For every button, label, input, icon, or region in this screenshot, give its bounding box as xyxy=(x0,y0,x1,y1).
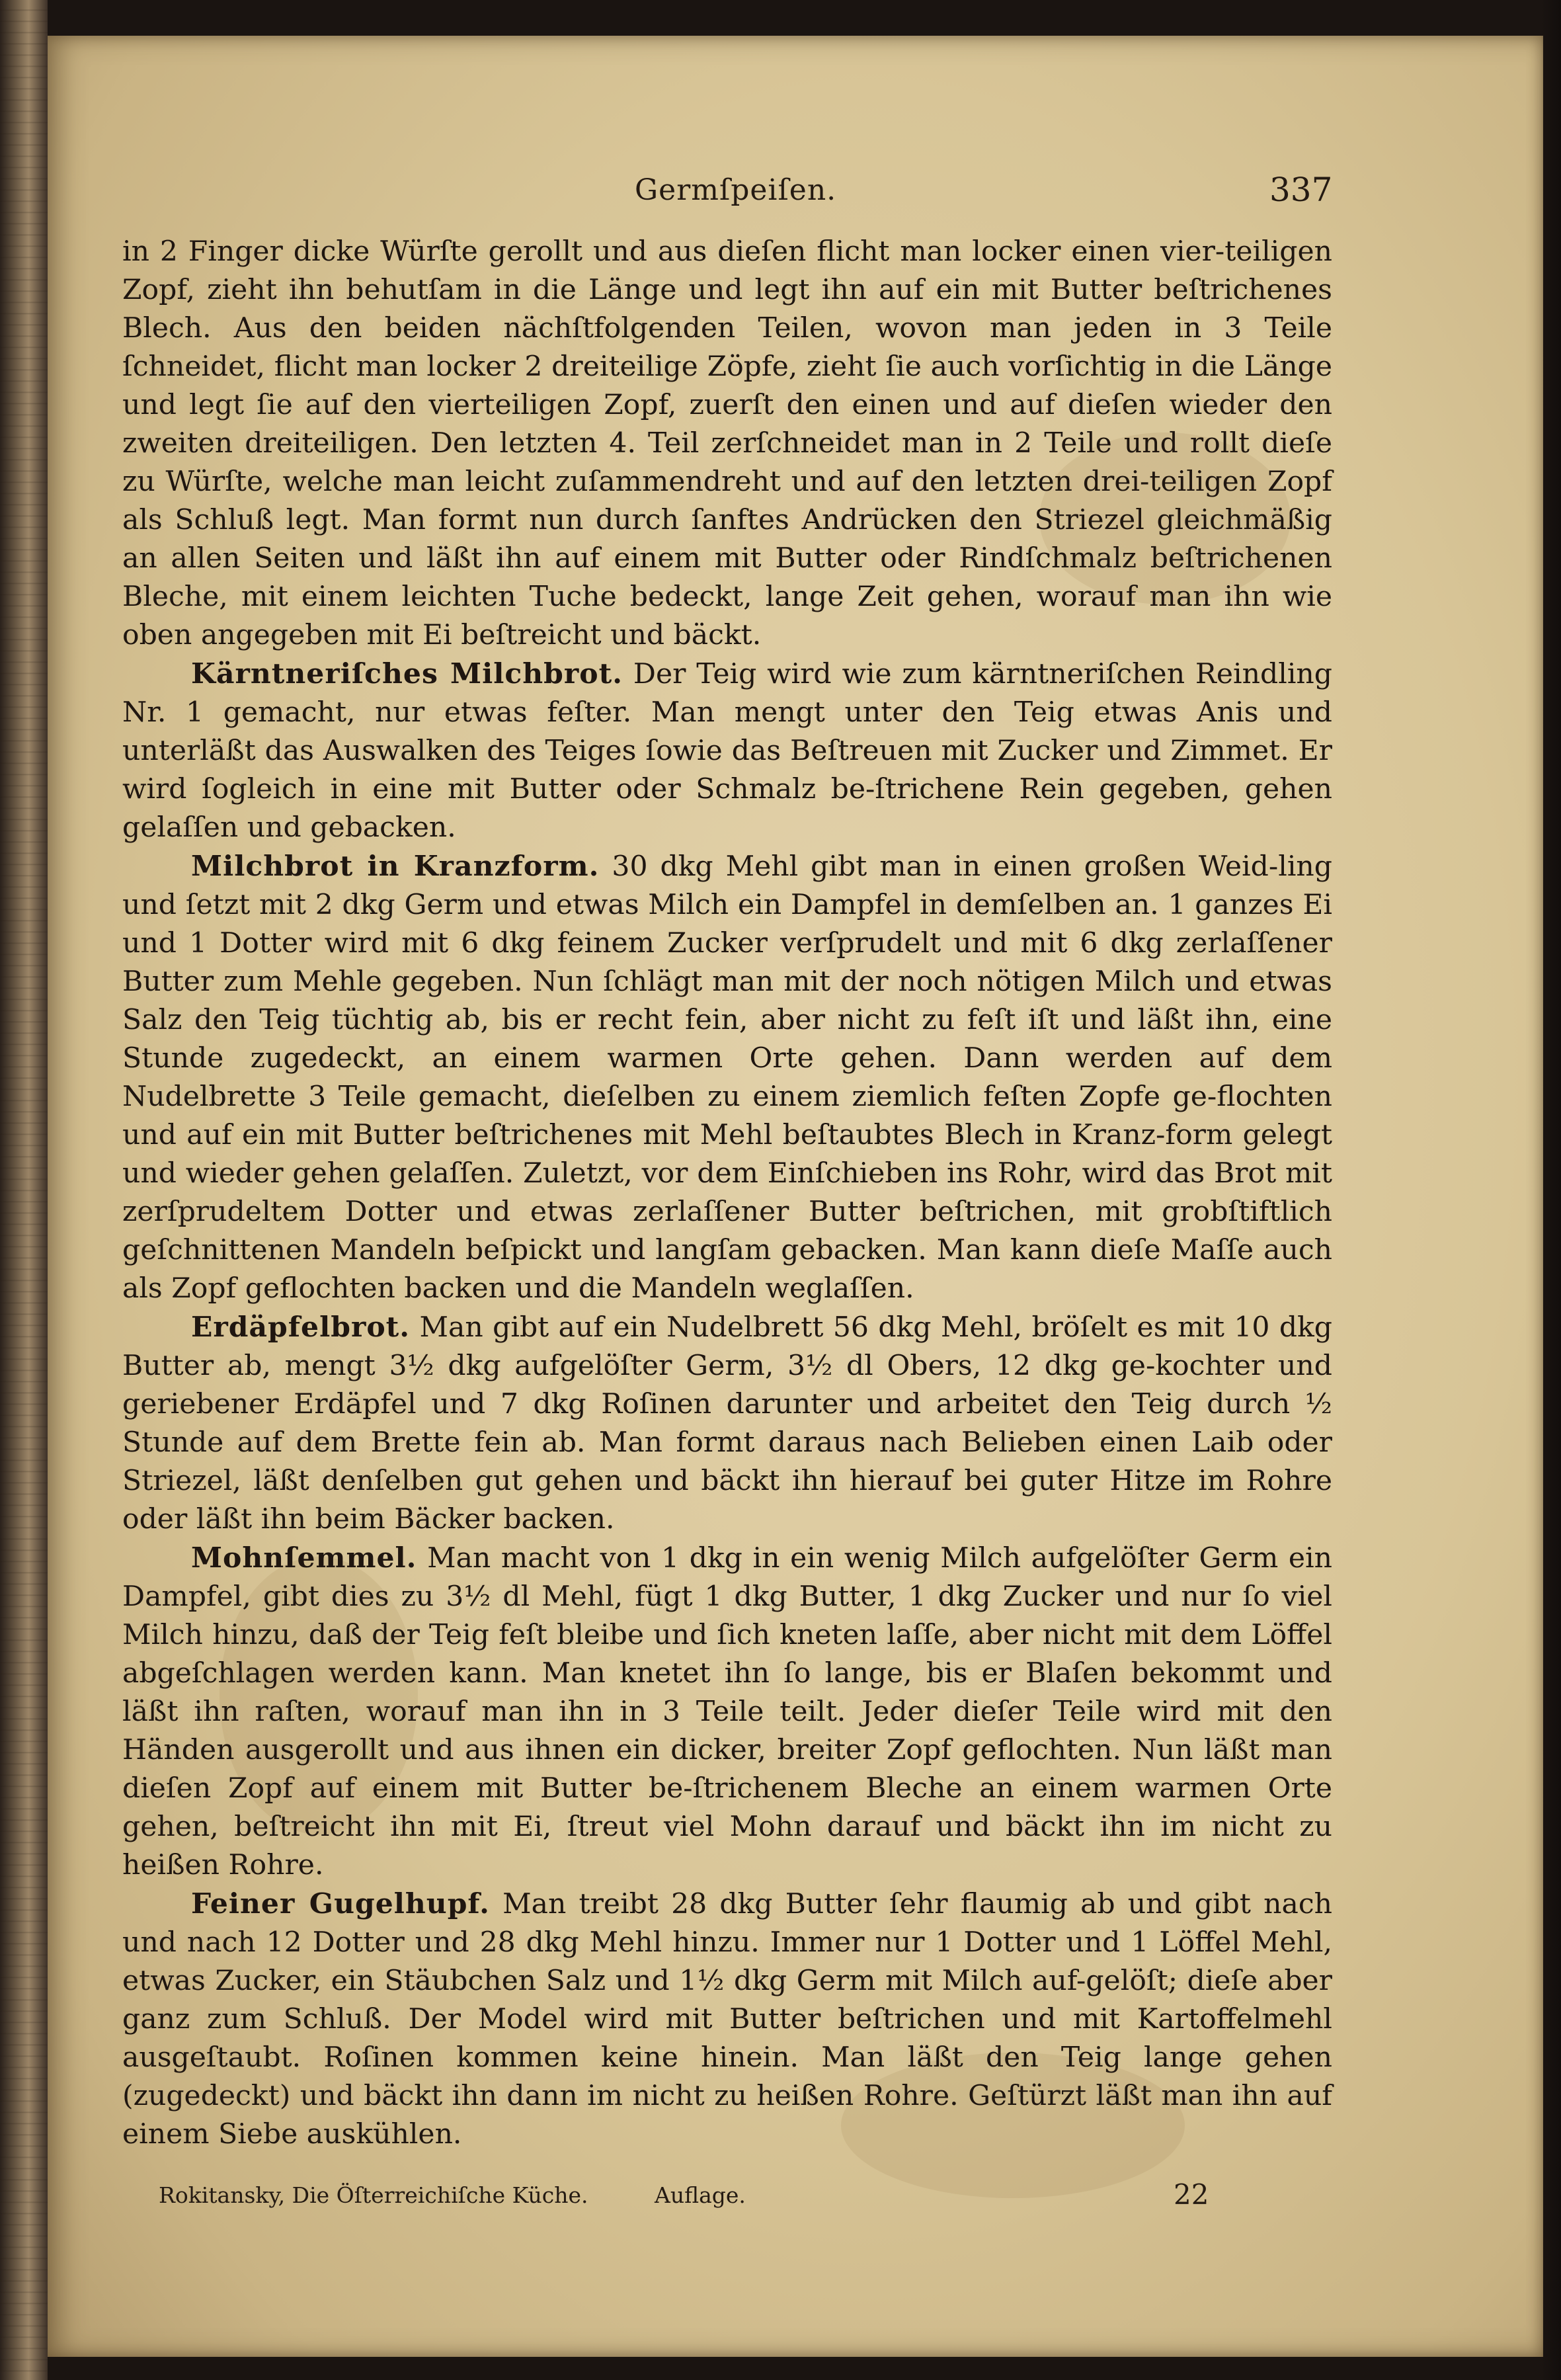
page-gutter-shadow xyxy=(1541,0,1561,2380)
recipe-erdaepfelbrot xyxy=(122,1308,1332,1539)
recipe-mohnsemmel xyxy=(122,1539,1332,1885)
paragraph-text: Man treibt 28 dkg Butter ſehr flaumig ab und gibt nach und nach 12 Dotter und 28 dkg Mehl hinzu. Immer nur 1 Dotter und 1 Löffel Mehl, etwas Zucker, ein Stäubchen Salz und 1½ dkg Germ mit Milch auf-gelöſt; dieſe aber ganz zum Schluß. Der Model wird mit Butter beſtrichen und mit Kartoffelmehl ausgeſtaubt. Roſinen kommen keine hinein. Man läßt den Teig lange gehen (zugedeckt) und bäckt ihn dann im nicht zu heißen Rohre. Geſtürzt läßt man ihn auf einem Siebe auskühlen. xyxy=(122,1888,1332,2151)
recipe-kaerntnerisches-milchbrot xyxy=(122,655,1332,847)
footer-signature-mark: 22 xyxy=(1174,2178,1209,2211)
paragraph-continued xyxy=(122,233,1332,655)
recipe-title: Erdäpfelbrot. xyxy=(191,1311,411,1344)
running-head: Germſpeiſen. xyxy=(635,173,837,207)
paragraph-text: Der Teig wird wie zum kärntneriſchen Reindling Nr. 1 gemacht, nur etwas feſter. Man mengt unter den Teig etwas Anis und unterläßt das Auswalken des Teiges ſowie das Beſtreuen mit Zucker und Zimmet. Er wird ſogleich in eine mit Butter oder Schmalz be-ſtrichene Rein gegeben, gehen gelaſſen und gebacken. xyxy=(122,658,1332,844)
page-stack-edge xyxy=(0,0,48,2380)
page-footer xyxy=(159,2178,1283,2222)
body-text xyxy=(122,233,1332,2154)
recipe-title: Milchbrot in Kranzform. xyxy=(191,850,600,883)
footer-edition: Auflage. xyxy=(655,2182,746,2208)
paragraph-text: 30 dkg Mehl gibt man in einen großen Weid-ling und ſetzt mit 2 dkg Germ und etwas Milch ein Dampfel in demſelben an. 1 ganzes Ei und 1 Dotter wird mit 6 dkg feinem Zucker verſprudelt und mit 6 dkg zerlaſſener Butter zum Mehle gegeben. Nun ſchlägt man mit der noch nötigen Milch und etwas Salz den Teig tüchtig ab, bis er recht fein, aber nicht zu feſt iſt und läßt ihn, eine Stunde zugedeckt, an einem warmen Orte gehen. Dann werden auf dem Nudelbrette 3 Teile gemacht, dieſelben zu einem ziemlich feſten Zopfe ge-flochten und auf ein mit Butter beſtrichenes mit Mehl beſtaubtes Blech in Kranz-form gelegt und wieder gehen gelaſſen. Zuletzt, vor dem Einſchieben ins Rohr, wird das Brot mit zerſprudeltem Dotter und etwas zerlaſſener Butter beſtrichen, mit grobſtiftlich geſchnittenen Mandeln beſpickt und langſam gebacken. Man kann dieſe Maſſe auch als Zopf geflochten backen und die Mandeln weglaſſen. xyxy=(122,850,1332,1305)
recipe-milchbrot-in-kranzform xyxy=(122,847,1332,1308)
page-number: 337 xyxy=(1269,171,1333,209)
recipe-feiner-gugelhupf xyxy=(122,1885,1332,2154)
recipe-title: Feiner Gugelhupf. xyxy=(191,1887,490,1920)
footer-book-title: Rokitansky, Die Öſterreichiſche Küche. xyxy=(159,2182,588,2208)
paragraph-text: in 2 Finger dicke Würſte gerollt und aus dieſen flicht man locker einen vier-teiligen Zopf, zieht ihn behutſam in die Länge und legt ihn auf ein mit Butter beſtrichenes Blech. Aus den beiden nächſtfolgenden Teilen, wovon man jeden in 3 Teile ſchneidet, flicht man locker 2 dreiteilige Zöpfe, zieht ſie auch vorſichtig in die Länge und legt ſie auf den vierteiligen Zopf, zuerſt den einen und auf dieſen wieder den zweiten dreiteiligen. Den letzten 4. Teil zerſchneidet man in 2 Teile und rollt dieſe zu Würſte, welche man leicht zuſammendreht und auf den letzten drei-teiligen Zopf als Schluß legt. Man formt nun durch ſanftes Andrücken den Striezel gleichmäßig an allen Seiten und läßt ihn auf einem mit Butter oder Rindſchmalz beſtrichenen Bleche, mit einem leichten Tuche bedeckt, lange Zeit gehen, worauf man ihn wie oben angegeben mit Ei beſtreicht und bäckt. xyxy=(122,235,1332,651)
paragraph-text: Man gibt auf ein Nudelbrett 56 dkg Mehl, bröſelt es mit 10 dkg Butter ab, mengt 3½ dkg aufgelöſter Germ, 3½ dl Obers, 12 dkg ge-kochter und geriebener Erdäpfel und 7 dkg Roſinen darunter und arbeitet den Teig durch ½ Stunde auf dem Brette fein ab. Man formt daraus nach Belieben einen Laib oder Striezel, läßt denſelben gut gehen und bäckt ihn hierauf bei guter Hitze im Rohre oder läßt ihn beim Bäcker backen. xyxy=(122,1311,1332,1536)
paragraph-text: Man macht von 1 dkg in ein wenig Milch aufgelöſter Germ ein Dampfel, gibt dies zu 3½ dl Mehl, fügt 1 dkg Butter, 1 dkg Zucker und nur ſo viel Milch hinzu, daß der Teig feſt bleibe und ſich kneten laſſe, aber nicht mit dem Löffel abgeſchlagen werden kann. Man knetet ihn ſo lange, bis er Blaſen bekommt und läßt ihn raſten, worauf man ihn in 3 Teile teilt. Jeder dieſer Teile wird mit den Händen ausgerollt und aus ihnen ein dicker, breiter Zopf geflochten. Nun läßt man dieſen Zopf auf einem mit Butter be-ſtrichenem Bleche an einem warmen Orte gehen, beſtreicht ihn mit Ei, ſtreut viel Mohn darauf und bäckt ihn im nicht zu heißen Rohre. xyxy=(122,1542,1333,1881)
recipe-title: Kärntneriſches Milchbrot. xyxy=(191,657,623,690)
recipe-title: Mohnſemmel. xyxy=(191,1541,417,1575)
